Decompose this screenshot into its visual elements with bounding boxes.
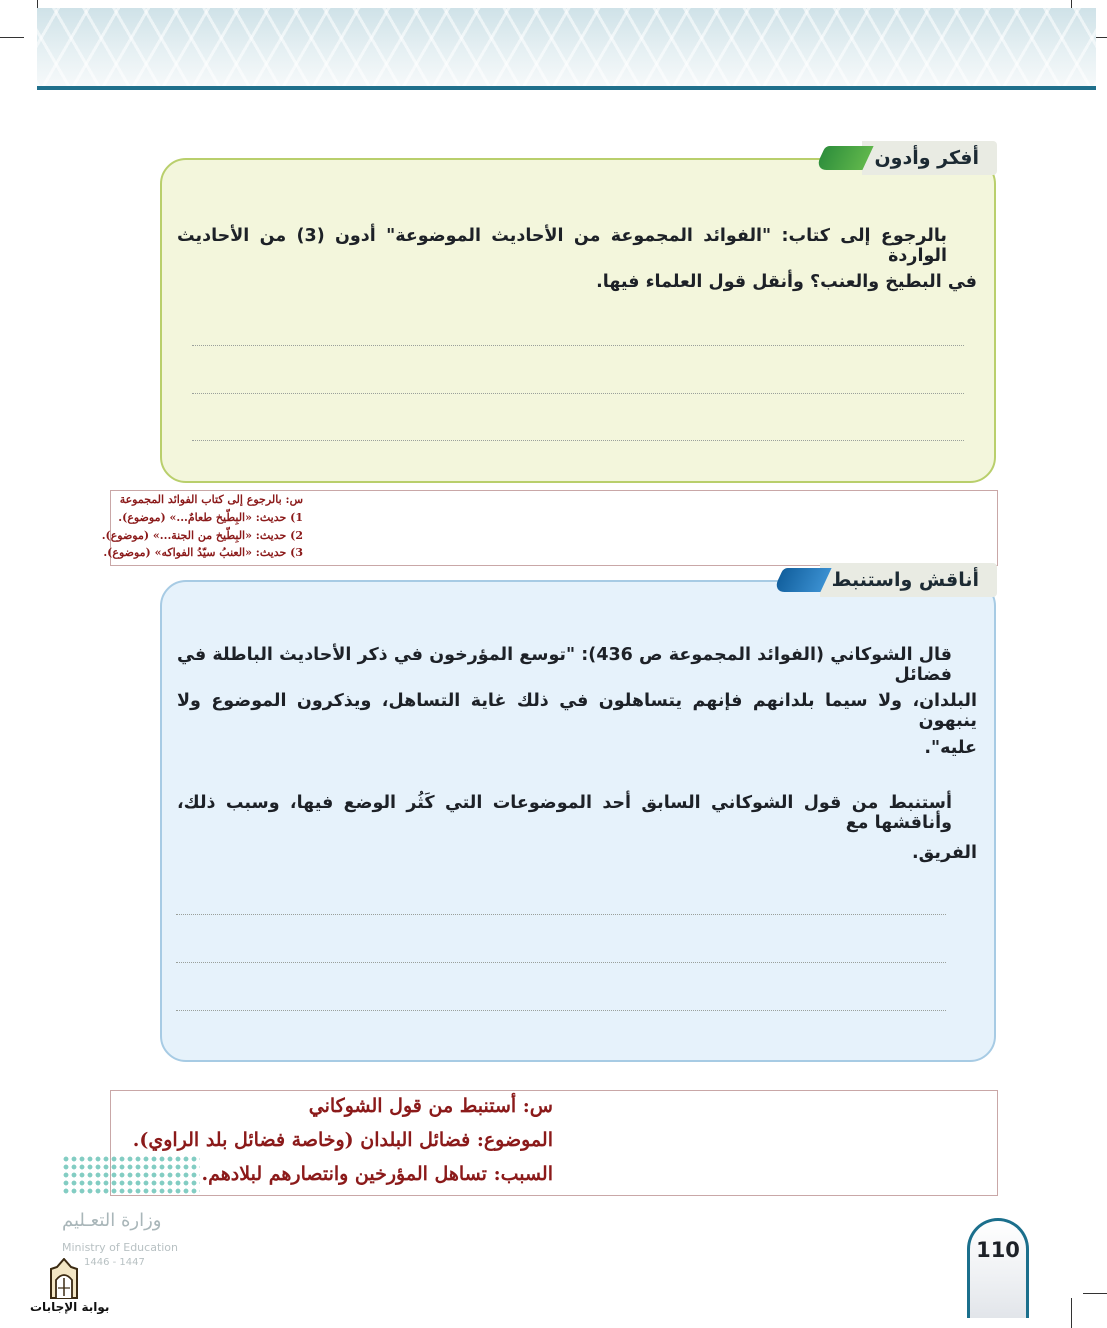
answer-line-text: السبب: تساهل المؤرخين وانتصارهم لبلادهم. [201,1163,553,1185]
answer-line [176,1010,946,1011]
discuss-quote-line: عليه". [924,738,977,758]
answer-line [176,914,946,915]
header-divider [37,86,1096,90]
page-number: 110 [976,1238,1020,1262]
crop-mark [1071,1298,1072,1328]
ministry-year: 1446 - 1447 [84,1257,145,1268]
discuss-quote-line: قال الشوكاني (الفوائد المجموعة ص 436): "توسع المؤرخون في ذكر الأحاديث الباطلة في فضائل [177,645,952,685]
portal-label: بوابة الإجابات [30,1300,110,1314]
portal-lantern-icon [44,1258,84,1300]
answer-line [192,345,964,346]
answer-line-text: س: أستنبط من قول الشوكاني [308,1095,553,1117]
think-question-line: بالرجوع إلى كتاب: "الفوائد المجموعة من الأحاديث الموضوعة" أدون (3) من الأحاديث الواردة [177,226,947,266]
crop-mark [0,37,24,38]
discuss-task-line: الفريق. [911,843,977,863]
think-question-line: في البطيخ والعنب؟ وأنقل قول العلماء فيها. [596,272,977,292]
header-pattern-band [37,8,1096,86]
crop-mark [1083,1293,1107,1294]
discuss-quote-line: البلدان، ولا سيما بلدانهم فإنهم يتساهلون في ذلك غاية التساهل، ويذكرون الموضوع ولا ينبهون [177,691,977,731]
answer-box-discuss [110,1090,998,1196]
think-write-box [160,158,996,483]
answer-line [176,962,946,963]
ministry-name-en: Ministry of Education [62,1241,179,1254]
answer-line-text: الموضوع: فضائل البلدان (وخاصة فضائل بلد الراوي). [132,1129,553,1151]
answer-line [192,393,964,394]
answer-line-text: س: بالرجوع إلى كتاب الفوائد المجموعة [119,493,303,506]
discuss-deduce-tab [778,563,997,597]
discuss-task-line: أستنبط من قول الشوكاني السابق أحد الموضوعات التي كَثُر الوضع فيها، وسبب ذلك، وأناقشها مع [177,793,952,833]
answer-line-text: 2) حديث: «البِطّيخ من الجنة...» (موضوع). [101,529,303,542]
page-number-badge [967,1218,1029,1318]
discuss-deduce-title: أناقش واستنبط [820,563,997,597]
answer-line-text: 1) حديث: «البِطّيخ طعامٌ...» (موضوع). [118,511,303,524]
ministry-name-ar: وزارة التعـليم [62,1210,162,1231]
ministry-logo-dots [62,1155,200,1195]
think-write-title: أفكر وأدون [862,141,997,175]
answer-box-think [101,490,998,566]
answer-line [192,440,964,441]
answer-line-text: 3) حديث: «العنبُ سيّدُ الفواكه» (موضوع). [103,546,303,559]
think-write-tab [820,141,997,175]
